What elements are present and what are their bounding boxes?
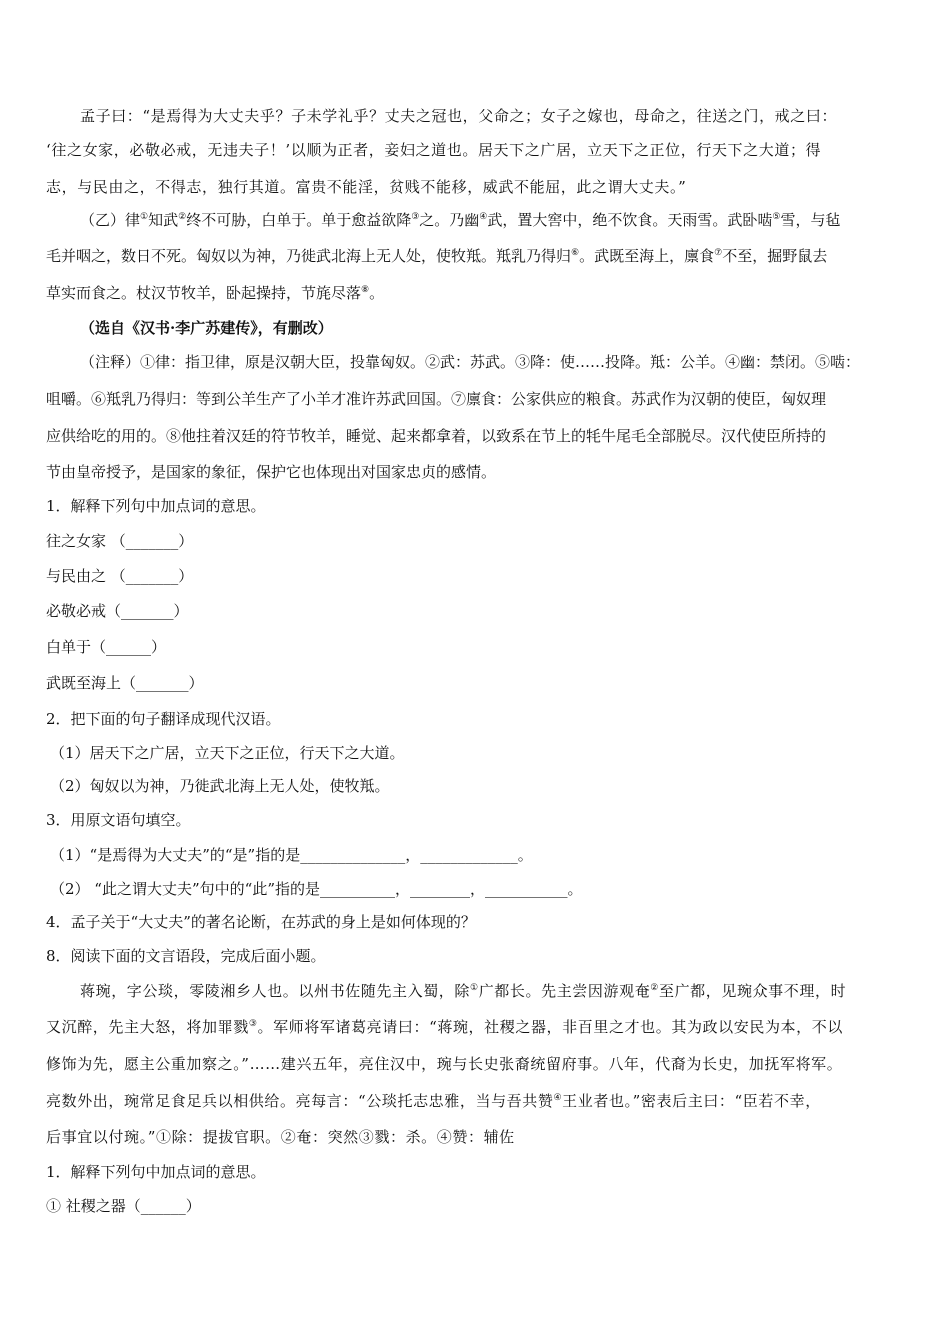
question-3: 3．用原文语句填空。 — [46, 811, 191, 829]
passage2-source: （选自《汉书·李广苏建传》，有删改） — [80, 319, 333, 337]
section8-line1: 蒋琬，字公琰，零陵湘乡人也。以州书佐随先主入蜀，除①广都长。先主尝因游观奄②至广都，见琬众事不理，时 — [80, 982, 847, 1000]
question-1-item: 必敬必戒（_______） — [46, 602, 189, 620]
passage1-line3: 志，与民由之，不得志，独行其道。富贵不能淫，贫贱不能移，威武不能屈，此之谓大丈夫。” — [46, 178, 687, 196]
passage2-note-line3: 应供给吃的用的。⑧他拄着汉廷的符节牧羊，睡觉、起来都拿着，以致系在节上的牦牛尾毛全部脱尽。汉代使臣所持的 — [46, 427, 827, 445]
question-1-item: 与民由之 （_______） — [46, 567, 194, 585]
passage1-line2: ‘往之女家，必敬必戒，无违夫子！’以顺为正者，妾妇之道也。居天下之广居，立天下之正位，行天下之大道；得 — [46, 141, 822, 159]
question-4: 4．孟子关于“大丈夫”的著名论断，在苏武的身上是如何体现的？ — [46, 913, 476, 931]
section8-line4: 亮数外出，琬常足食足兵以相供给。亮每言：“公琰托志忠雅，当与吾共赞④王业者也。”密表后主曰：“臣若不幸， — [46, 1092, 821, 1110]
passage1-line1: 孟子曰：“是焉得为大丈夫乎？子未学礼乎？丈夫之冠也，父命之；女子之嫁也，母命之，往送之门，戒之曰： — [80, 107, 838, 125]
passage2-note-line4: 节由皇帝授予，是国家的象征，保护它也体现出对国家忠贞的感情。 — [46, 463, 497, 481]
section8-question-1: 1．解释下列句中加点词的意思。 — [46, 1163, 266, 1181]
question-3-item: （1）“是焉得为大丈夫”的“是”指的是______________，_____________。 — [50, 846, 533, 864]
section8-line3: 修饰为先，愿主公重加察之。”……建兴五年，亮住汉中，琬与长史张裔统留府事。八年，代裔为长史，加抚军将军。 — [46, 1055, 843, 1073]
passage2-note-line1: （注释）①律：指卫律，原是汉朝大臣，投靠匈奴。②武：苏武。③降：使……投降。羝：公羊。④幽：禁闭。⑤啮： — [80, 353, 861, 371]
section8-line2: 又沉醉，先主大怒，将加罪戮③。军师将军诸葛亮请曰：“蒋琬，社稷之器，非百里之才也。其为政以安民为本，不以 — [46, 1018, 843, 1036]
question-2-item: （1）居天下之广居，立天下之正位，行天下之大道。 — [50, 744, 405, 762]
passage2-line1: （乙）律①知武②终不可胁，白单于。单于愈益欲降③之。乃幽④武，置大窖中，绝不饮食。天雨雪。武卧啮⑤雪，与毡 — [80, 211, 841, 229]
question-1-item: 往之女家 （_______） — [46, 532, 194, 550]
question-3-item: （2） “此之谓大丈夫”句中的“此”指的是__________，________，___________。 — [50, 880, 583, 898]
question-2: 2．把下面的句子翻译成现代汉语。 — [46, 710, 281, 728]
passage2-line2: 毛并咽之，数日不死。匈奴以为神，乃徙武北海上无人处，使牧羝。羝乳乃得归⑥。武既至海上，廪食⑦不至，掘野鼠去 — [46, 247, 828, 265]
section8-question-1-item: ① 社稷之器（______） — [46, 1197, 201, 1215]
section8-title: 8．阅读下面的文言语段，完成后面小题。 — [46, 947, 326, 965]
question-1-item: 武既至海上（_______） — [46, 674, 204, 692]
question-1: 1．解释下列句中加点词的意思。 — [46, 497, 266, 515]
section8-line5: 后事宜以付琬。”①除：提拔官职。②奄：突然③戮：杀。④赞：辅佐 — [46, 1128, 515, 1146]
question-2-item: （2）匈奴以为神，乃徙武北海上无人处，使牧羝。 — [50, 777, 390, 795]
question-1-item: 白单于（______） — [46, 638, 167, 656]
passage2-line3: 草实而食之。杖汉节牧羊，卧起操持，节旄尽落⑧。 — [46, 284, 385, 302]
passage2-note-line2: 咀嚼。⑥羝乳乃得归：等到公羊生产了小羊才准许苏武回国。⑦廪食：公家供应的粮食。苏武作为汉朝的使臣，匈奴理 — [46, 390, 827, 408]
